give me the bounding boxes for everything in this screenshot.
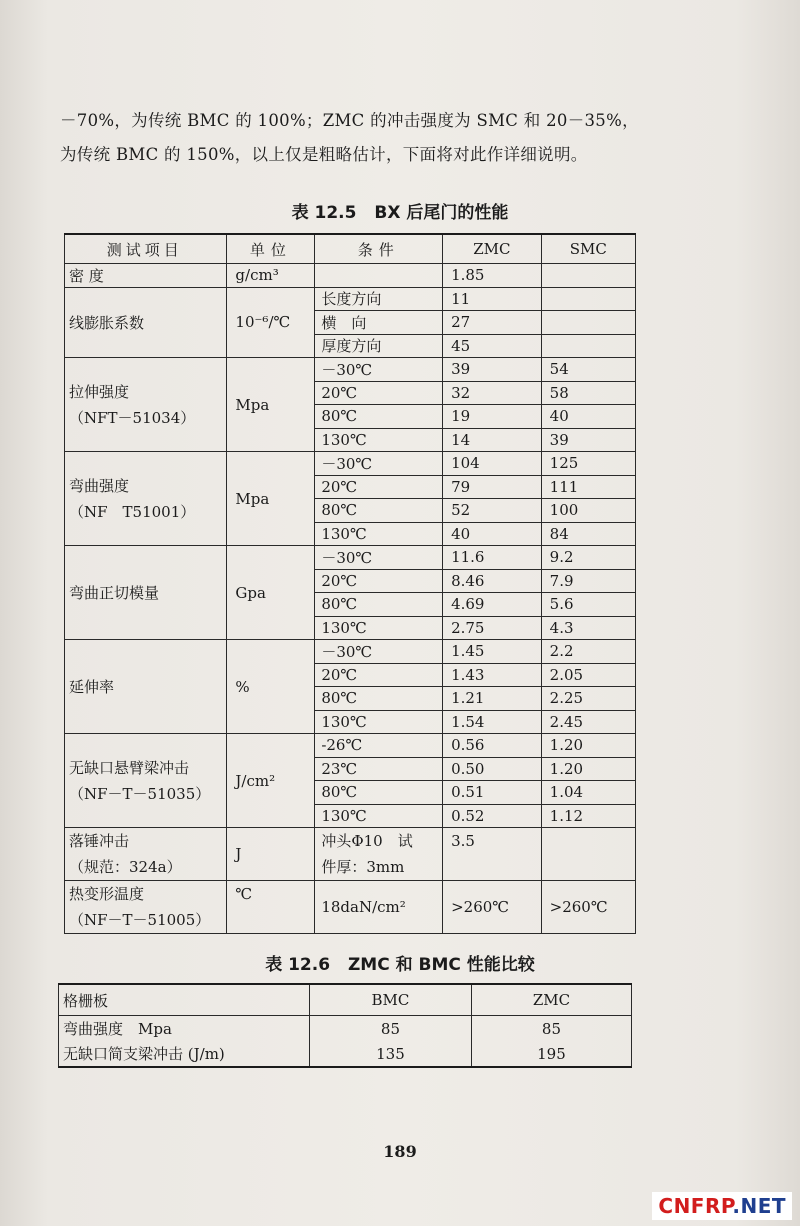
smc-cell: 54 [541,358,635,382]
cond-cell: 20℃ [315,381,443,405]
item-label: 无缺口悬臂梁冲击 [69,758,190,777]
zmc-cell: 195 [471,1041,631,1067]
zmc-cell: 4.69 [443,593,542,617]
cond-cell: 20℃ [315,663,443,687]
zmc-cell: 0.52 [443,804,542,828]
cond-cell: 20℃ [315,475,443,499]
cond-line-2: 件厚：3mm [321,858,405,876]
table-row [65,546,636,570]
cond-cell: 130℃ [315,428,443,452]
zmc-bmc-comparison-table [58,983,632,1068]
zmc-cell: 0.50 [443,757,542,781]
item-izod-impact [65,734,227,828]
smc-cell [541,287,635,311]
zmc-cell: >260℃ [443,881,542,934]
cond-cell: 80℃ [315,781,443,805]
smc-cell: 111 [541,475,635,499]
site-watermark [652,1192,792,1220]
zmc-cell: 52 [443,499,542,523]
smc-cell [541,311,635,335]
table1-caption [0,198,800,223]
smc-cell: >260℃ [541,881,635,934]
cond-cell [315,828,443,881]
table2-number: 表 12.6 [265,955,331,975]
cond-cell: －30℃ [315,546,443,570]
unit-elongation: % [227,640,315,734]
row-name: 弯曲强度 Mpa [59,1016,310,1042]
table-row [65,881,636,934]
unit-heat-deflection: ℃ [227,881,315,934]
zmc-cell: 2.75 [443,616,542,640]
zmc-cell: 1.43 [443,663,542,687]
table-row [65,452,636,476]
table-row [59,1041,632,1067]
header-smc: SMC [541,234,635,264]
zmc-cell: 27 [443,311,542,335]
zmc-cell: 79 [443,475,542,499]
cond-cell: 20℃ [315,569,443,593]
item-flexural [65,452,227,546]
table1-header-row [65,234,636,264]
zmc-cell: 14 [443,428,542,452]
table1-title: BX 后尾门的性能 [374,203,509,223]
zmc-cell: 19 [443,405,542,429]
unit-flexural-modulus: Gpa [227,546,315,640]
cond-cell: 130℃ [315,710,443,734]
cond-cell: 横 向 [315,311,443,335]
cond-cell: -26℃ [315,734,443,758]
intro-line-2: 为传统 BMC 的 150%，以上仅是粗略估计，下面将对此作详细说明。 [60,145,588,164]
zmc-cell: 40 [443,522,542,546]
table-row [65,640,636,664]
smc-cell [541,828,635,881]
header-bmc: BMC [310,984,472,1016]
cond-cell: 长度方向 [315,287,443,311]
unit-tensile: Mpa [227,358,315,452]
page-number: 189 [383,1142,417,1161]
smc-cell [541,334,635,358]
table-row [65,287,636,311]
item-label: 热变形温度 [69,885,145,903]
header-grille: 格栅板 [59,984,310,1016]
unit-expansion: 10⁻⁶/℃ [227,287,315,358]
cond-cell: 130℃ [315,616,443,640]
smc-cell: 4.3 [541,616,635,640]
table2-title: ZMC 和 BMC 性能比较 [347,955,535,975]
header-zmc: ZMC [471,984,631,1016]
item-expansion: 线膨胀系数 [65,287,227,358]
smc-cell [541,264,635,288]
zmc-cell: 0.56 [443,734,542,758]
bmc-cell: 85 [310,1016,472,1042]
item-label: 拉伸强度 [69,382,130,401]
table-row [65,358,636,382]
zmc-cell: 104 [443,452,542,476]
cond-cell: －30℃ [315,640,443,664]
smc-cell: 1.20 [541,757,635,781]
smc-cell: 84 [541,522,635,546]
zmc-cell: 1.21 [443,687,542,711]
smc-cell: 2.2 [541,640,635,664]
item-standard: （NF－T－51005） [69,911,211,929]
smc-cell: 2.25 [541,687,635,711]
bx-tailgate-properties-table [64,233,636,934]
cond-cell: 130℃ [315,522,443,546]
table-row [65,734,636,758]
header-unit: 单位 [227,234,315,264]
zmc-cell: 85 [471,1016,631,1042]
bmc-cell: 135 [310,1041,472,1067]
item-heat-deflection [65,881,227,934]
table2-caption [0,950,800,975]
cond-cell: －30℃ [315,358,443,382]
cond-cell: 80℃ [315,593,443,617]
watermark-part-2: .NET [732,1194,786,1218]
zmc-cell: 8.46 [443,569,542,593]
table-row [59,1016,632,1042]
unit-density: g/cm³ [227,264,315,288]
header-condition: 条件 [315,234,443,264]
zmc-cell: 1.45 [443,640,542,664]
item-standard: （NF－T－51035） [69,784,211,803]
cond-line-1: 冲头Φ10 试 [321,832,413,850]
item-standard: （规范：324a） [69,858,182,876]
zmc-cell: 1.54 [443,710,542,734]
smc-cell: 39 [541,428,635,452]
cond-cell: 80℃ [315,499,443,523]
item-standard: （NF T51001） [69,502,196,521]
cond-cell: 80℃ [315,687,443,711]
zmc-cell: 11.6 [443,546,542,570]
header-zmc: ZMC [443,234,542,264]
zmc-cell: 1.85 [443,264,542,288]
smc-cell: 1.04 [541,781,635,805]
item-elongation: 延伸率 [65,640,227,734]
item-tensile [65,358,227,452]
zmc-cell: 39 [443,358,542,382]
unit-izod-impact: J/cm² [227,734,315,828]
smc-cell: 9.2 [541,546,635,570]
item-standard: （NFT－51034） [69,408,196,427]
cond-cell: 130℃ [315,804,443,828]
smc-cell: 7.9 [541,569,635,593]
smc-cell: 2.45 [541,710,635,734]
zmc-cell: 32 [443,381,542,405]
cond-cell: 18daN/cm² [315,881,443,934]
table1-number: 表 12.5 [291,203,357,223]
watermark-part-1: CNFRP [658,1194,733,1218]
cond-cell [315,264,443,288]
smc-cell: 5.6 [541,593,635,617]
smc-cell: 58 [541,381,635,405]
smc-cell: 1.20 [541,734,635,758]
item-flexural-modulus: 弯曲正切模量 [65,546,227,640]
smc-cell: 125 [541,452,635,476]
unit-flexural: Mpa [227,452,315,546]
item-label: 弯曲强度 [69,476,130,495]
table-row [65,264,636,288]
cond-cell: －30℃ [315,452,443,476]
item-label: 落锤冲击 [69,832,130,850]
intro-paragraph [60,104,740,172]
table-row [65,828,636,881]
intro-line-1: －70%，为传统 BMC 的 100%；ZMC 的冲击强度为 SMC 和 20－35%， [60,111,639,130]
table2-header-row [59,984,632,1016]
smc-cell: 2.05 [541,663,635,687]
smc-cell: 1.12 [541,804,635,828]
smc-cell: 100 [541,499,635,523]
zmc-cell: 45 [443,334,542,358]
zmc-cell: 11 [443,287,542,311]
cond-cell: 厚度方向 [315,334,443,358]
cond-cell: 23℃ [315,757,443,781]
cond-cell: 80℃ [315,405,443,429]
zmc-cell: 0.51 [443,781,542,805]
row-name: 无缺口简支梁冲击 (J/m) [59,1041,310,1067]
header-test-item: 测试项目 [65,234,227,264]
item-drop-weight [65,828,227,881]
smc-cell: 40 [541,405,635,429]
item-density: 密 度 [65,264,227,288]
unit-drop-weight: J [227,828,315,881]
zmc-cell: 3.5 [443,828,542,881]
